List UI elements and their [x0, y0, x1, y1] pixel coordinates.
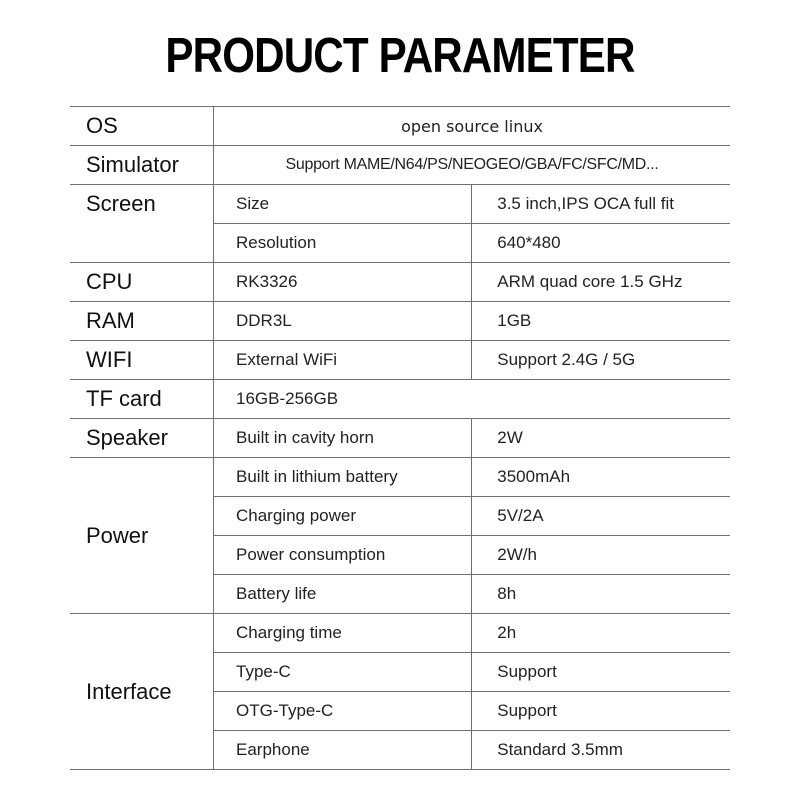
row-label-screen: Screen — [70, 185, 214, 263]
param-value: 640*480 — [472, 224, 730, 263]
param-value: 2h — [472, 614, 730, 653]
param-name: Power consumption — [214, 536, 472, 575]
row-label-cpu: CPU — [70, 263, 214, 302]
row-label-ram: RAM — [70, 302, 214, 341]
table-row-ram — [70, 302, 730, 341]
param-name: DDR3L — [214, 302, 472, 341]
param-name: Built in lithium battery — [214, 458, 472, 497]
param-value: 5V/2A — [472, 497, 730, 536]
table-row-tf-card — [70, 380, 730, 419]
param-name: Charging time — [214, 614, 472, 653]
param-value: 8h — [472, 575, 730, 614]
table-row-interface-charging-time — [70, 614, 730, 653]
param-name: Earphone — [214, 731, 472, 770]
page-title: PRODUCT PARAMETER — [165, 29, 635, 83]
row-label-power: Power — [70, 458, 214, 614]
param-value: 2W — [472, 419, 730, 458]
row-label-speaker: Speaker — [70, 419, 214, 458]
param-value: Support 2.4G / 5G — [472, 341, 730, 380]
table-row-power-battery — [70, 458, 730, 497]
param-name: Size — [214, 185, 472, 224]
param-name: Type-C — [214, 653, 472, 692]
row-label-simulator: Simulator — [70, 146, 214, 185]
row-label-interface: Interface — [70, 614, 214, 770]
param-value: 2W/h — [472, 536, 730, 575]
table-row-simulator — [70, 146, 730, 185]
param-name: Resolution — [214, 224, 472, 263]
parameter-table — [70, 106, 730, 770]
row-label-os: OS — [70, 107, 214, 146]
table-row-cpu — [70, 263, 730, 302]
row-label-wifi: WIFI — [70, 341, 214, 380]
row-label-tf-card: TF card — [70, 380, 214, 419]
param-value: ARM quad core 1.5 GHz — [472, 263, 730, 302]
param-name: Built in cavity horn — [214, 419, 472, 458]
param-name: Charging power — [214, 497, 472, 536]
param-name: External WiFi — [214, 341, 472, 380]
param-value: 16GB-256GB — [214, 380, 731, 419]
param-value: 3.5 inch,IPS OCA full fit — [472, 185, 730, 224]
table-row-screen-size — [70, 185, 730, 224]
param-value: Support — [472, 692, 730, 731]
table-row-wifi — [70, 341, 730, 380]
os-value: open source linux — [214, 107, 731, 146]
param-value: Standard 3.5mm — [472, 731, 730, 770]
param-name: RK3326 — [214, 263, 472, 302]
param-value: 1GB — [472, 302, 730, 341]
param-value: 3500mAh — [472, 458, 730, 497]
param-name: Battery life — [214, 575, 472, 614]
table-row-speaker — [70, 419, 730, 458]
table-row-os — [70, 107, 730, 146]
param-value: Support — [472, 653, 730, 692]
simulator-value: Support MAME/N64/PS/NEOGEO/GBA/FC/SFC/MD... — [214, 146, 731, 185]
param-name: OTG-Type-C — [214, 692, 472, 731]
